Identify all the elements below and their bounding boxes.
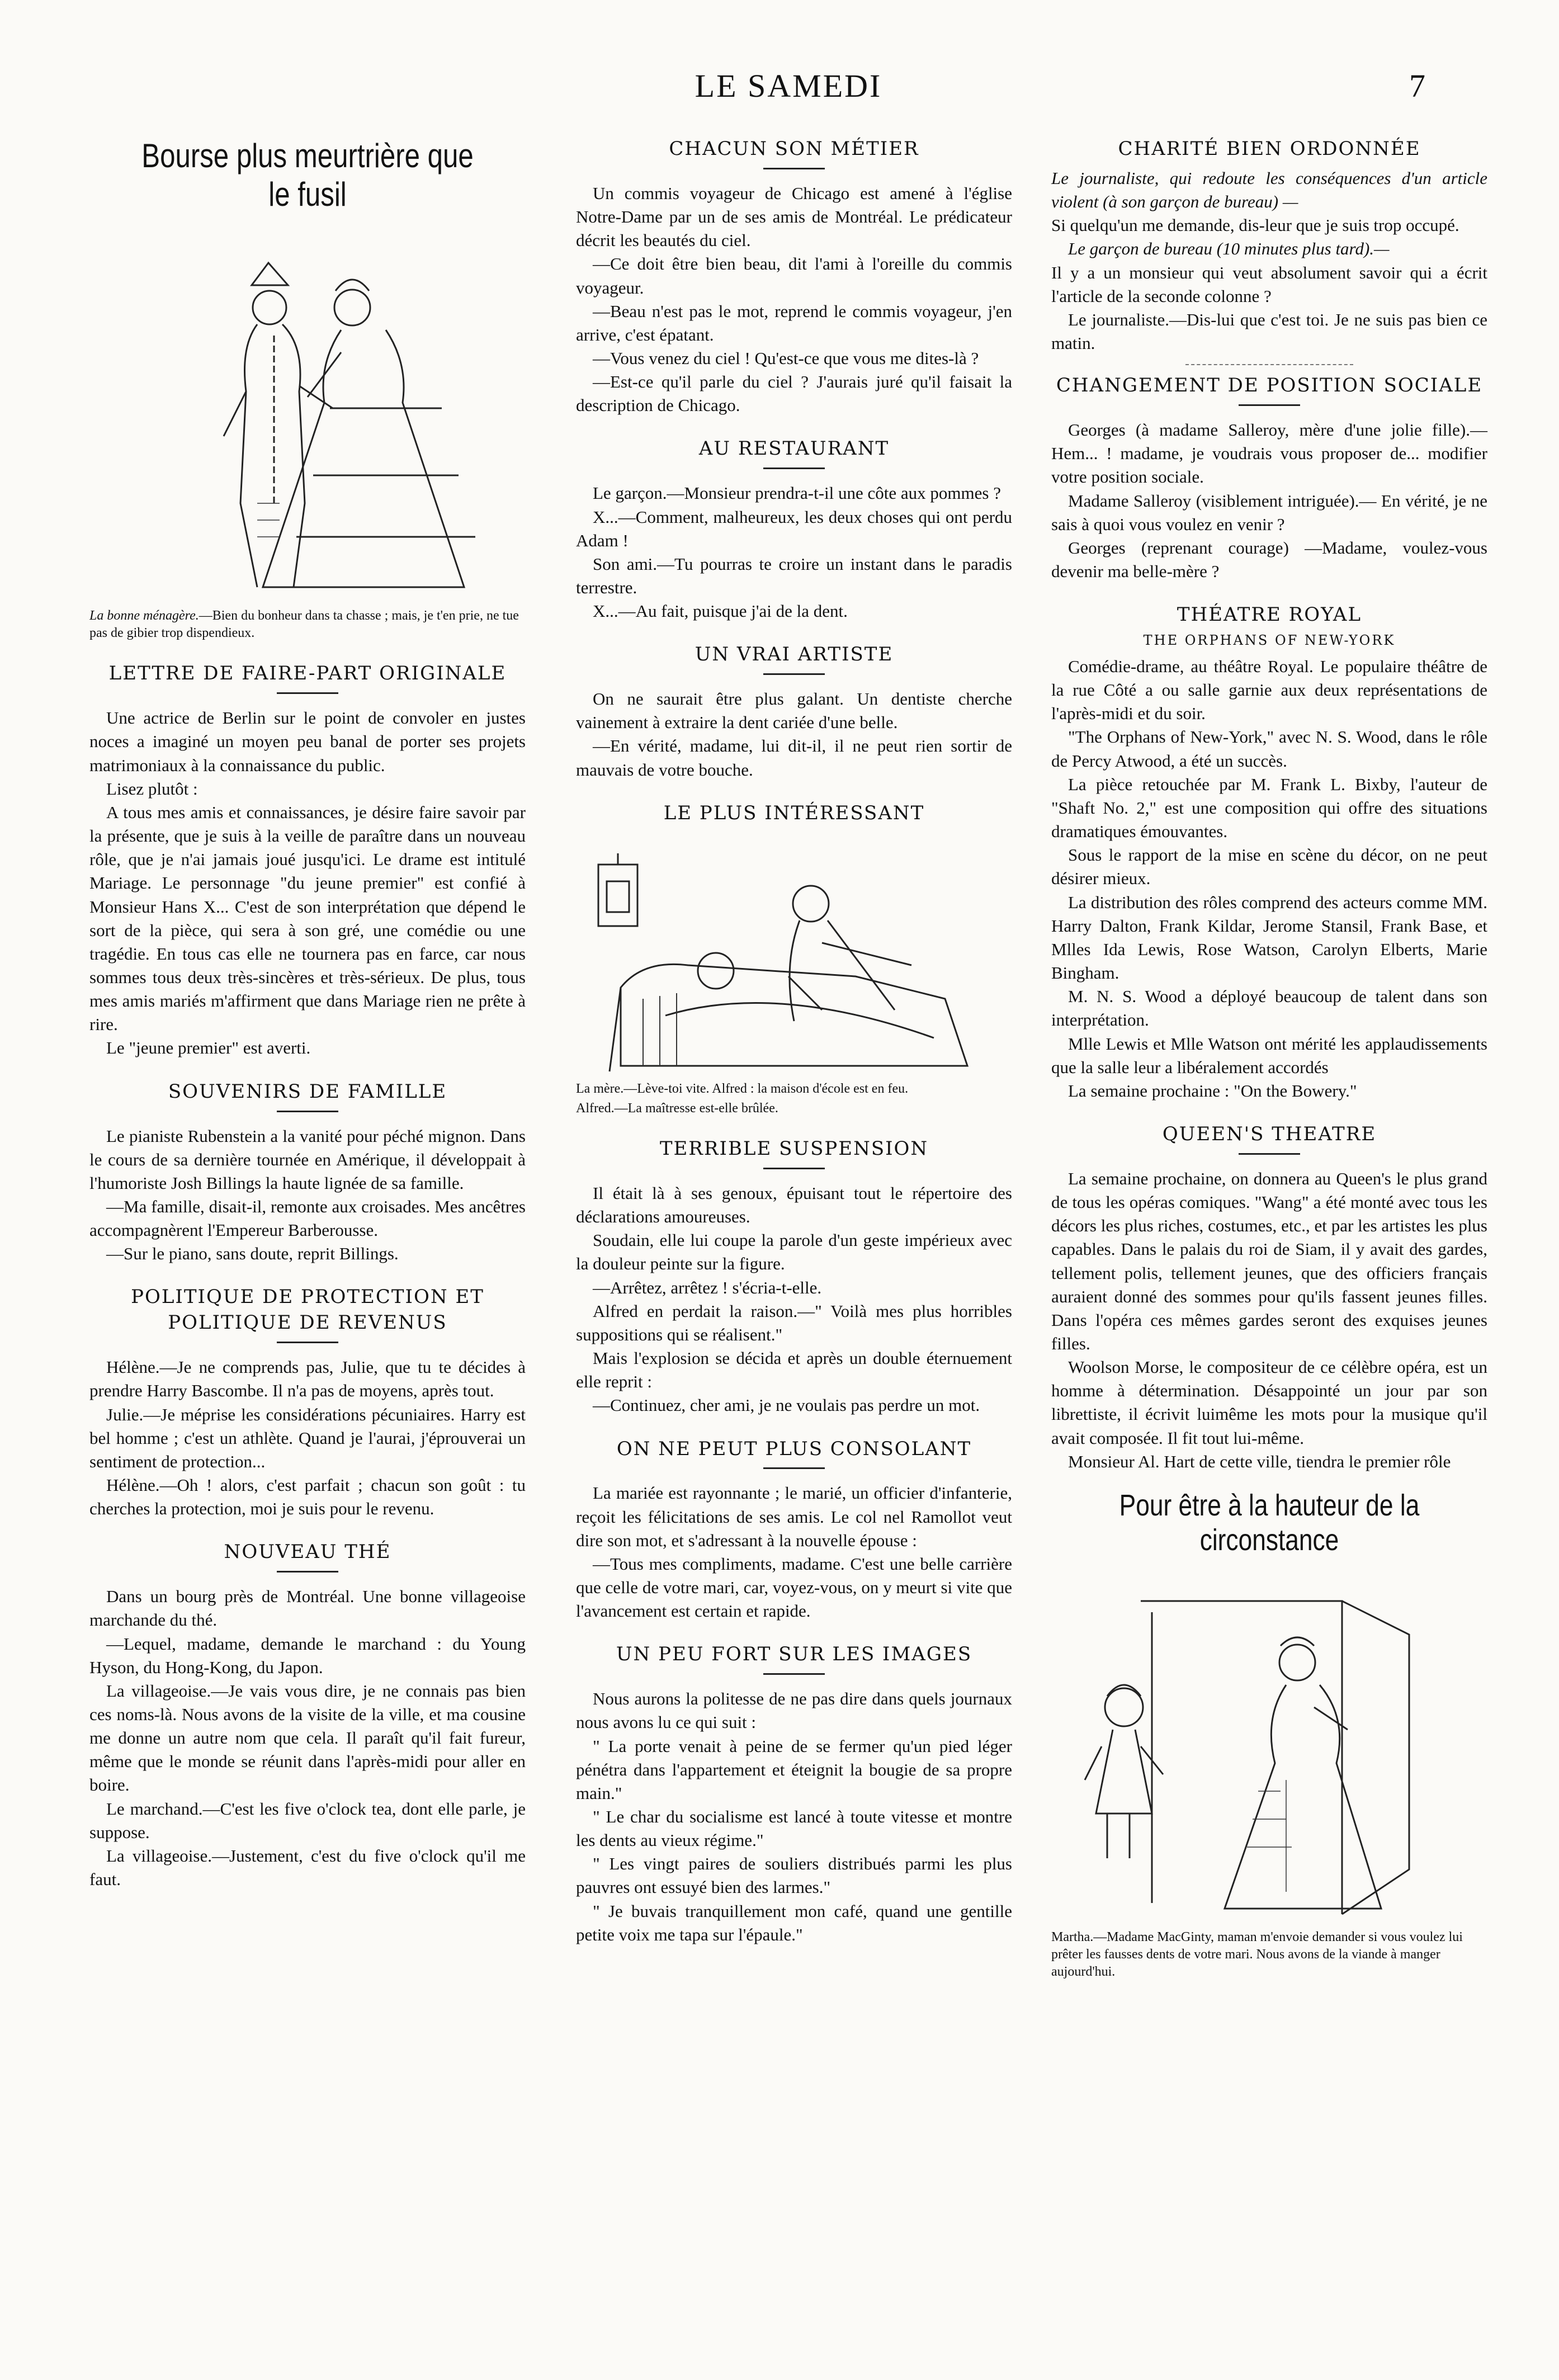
column-right — [1051, 129, 1487, 1993]
column-left — [89, 129, 526, 1891]
divider — [763, 1467, 825, 1469]
heading-hauteur: Pour être à la hauteur de la circonstance — [1119, 1488, 1420, 1557]
paragraph: Le pianiste Rubenstein a la vanité pour péché mignon. Dans le cours de sa dernière tournée en Amérique, il développait à l'humoriste Josh Billings la haute lignée de sa famille. — [89, 1126, 526, 1193]
paragraph: X...—Comment, malheureux, les deux choses qui ont perdu Adam ! — [576, 507, 1012, 550]
paragraph: Il était là à ses genoux, épuisant tout le répertoire des déclarations amoureuses. — [576, 1183, 1012, 1227]
paragraph: Le journaliste.—Dis-lui que c'est toi. Je ne suis pas bien ce matin. — [1051, 309, 1487, 353]
paragraph: Un commis voyageur de Chicago est amené à l'église Notre-Dame par un de ses amis de Montréal. Le prédicateur décrit les beautés du ciel. — [576, 183, 1012, 251]
page-number: 7 — [1409, 68, 1425, 104]
divider — [1239, 1153, 1300, 1155]
paragraph: —En vérité, madame, lui dit-il, il ne peut rien sortir de mauvais de votre bouche. — [576, 736, 1012, 780]
paragraph: Soudain, elle lui coupe la parole d'un geste impérieux avec la douleur peinte sur la figure. — [576, 1230, 1012, 1274]
heading-interessant: LE PLUS INTÉRESSANT — [663, 801, 925, 824]
heading-restaurant: AU RESTAURANT — [698, 437, 890, 460]
heading-charite: CHARITÉ BIEN ORDONNÉE — [1118, 138, 1421, 160]
paragraph: Le garçon de bureau (10 minutes plus tard).— — [1068, 239, 1390, 259]
paragraph: Julie.—Je méprise les considérations pécuniaires. Harry est bel homme ; c'est un athlète. Quand je l'aurai, j'éprouverai un sentiment de protection... — [89, 1404, 526, 1471]
divider — [763, 468, 825, 469]
illustration-girl-and-neighbor — [1051, 1567, 1487, 1925]
paragraph: Le marchand.—C'est les five o'clock tea, dont elle parle, je suppose. — [89, 1798, 526, 1842]
heading-artiste: UN VRAI ARTISTE — [695, 643, 894, 666]
paragraph: Comédie-drame, au théâtre Royal. Le populaire théâtre de la rue Côté a ou salle garnie aux deux représentations de l'après-midi et du soir. — [1051, 657, 1487, 724]
page-header — [0, 0, 1559, 129]
paragraph: —Sur le piano, sans doute, reprit Billings. — [106, 1244, 399, 1264]
paragraph: Georges (reprenant courage) —Madame, voulez-vous devenir ma belle-mère ? — [1051, 537, 1487, 581]
paragraph: Georges (à madame Salleroy, mère d'une jolie fille).—Hem... ! madame, je voudrais vous proposer de... modifier votre position sociale. — [1051, 420, 1487, 487]
paragraph: Il y a un monsieur qui veut absolument savoir qui a écrit l'article de la seconde colonne ? — [1051, 262, 1487, 306]
heading-metier: CHACUN SON MÉTIER — [669, 138, 919, 160]
paragraph: Hélène.—Je ne comprends pas, Julie, que tu te décides à prendre Harry Bascombe. Il n'a pas de moyens, après tout. — [89, 1357, 526, 1401]
paragraph: La mariée est rayonnante ; le marié, un officier d'infanterie, reçoit les félicitations de ses amis. Le col nel Ramollot veut dire son mot, et s'adressant à la nouvelle épouse : — [576, 1483, 1012, 1550]
masthead-title: LE SAMEDI — [695, 68, 882, 104]
heading-queens: QUEEN'S THEATRE — [1162, 1122, 1377, 1145]
paragraph: Monsieur Al. Hart de cette ville, tiendra le premier rôle — [1068, 1451, 1451, 1471]
paragraph: La semaine prochaine : "On the Bowery." — [1068, 1080, 1357, 1101]
paragraph: " La porte venait à peine de se fermer qu'un pied léger pénétra dans l'appartement et éteignit la bougie de sa propre main." — [576, 1736, 1012, 1803]
paragraph: La villageoise.—Je vais vous dire, je ne connais pas bien ces noms-là. Nous avons de la visite de la ville, et ma cousine me donne un autre nom que cela. Il paraît qu'il fait fureur, même que le monde se réunit dans l'après-midi pour aller en boire. — [89, 1680, 526, 1795]
illustration-mother-and-child — [576, 831, 1012, 1077]
divider — [1239, 404, 1300, 406]
caption-hauteur: Martha.—Madame MacGinty, maman m'envoie demander si vous voulez lui prêter les fausses dents de votre mari. Nous avons de la viande à manger aujourd'hui. — [1051, 1929, 1463, 1980]
paragraph: Le garçon.—Monsieur prendra-t-il une côte aux pommes ? — [593, 483, 1001, 503]
paragraph: M. N. S. Wood a déployé beaucoup de talent dans son interprétation. — [1051, 986, 1487, 1030]
paragraph: —Arrêtez, arrêtez ! s'écria-t-elle. — [593, 1277, 822, 1297]
heading-theatre-royal: THÉATRE ROYAL — [1177, 603, 1362, 626]
divider — [763, 1673, 825, 1675]
heading-consolant: ON NE PEUT PLUS CONSOLANT — [616, 1437, 972, 1460]
caption-interessant-1: La mère.—Lève-toi vite. Alfred : la maison d'école est en feu. — [576, 1081, 909, 1096]
divider — [277, 692, 338, 694]
paragraph: Madame Salleroy (visiblement intriguée).— En vérité, je ne sais à quoi vous voulez en venir ? — [1051, 490, 1487, 534]
paragraph: Woolson Morse, le compositeur de ce célèbre opéra, est un homme à détermination. Désappointé un jour par son librettiste, il écrivit luimême les mots pour la musique qu'il avait composée. Il fit tout lui-même. — [1051, 1357, 1487, 1448]
paragraph: Le journaliste, qui redoute les conséquences d'un article violent (à son garçon de bureau) — — [1051, 168, 1487, 212]
paragraph: La distribution des rôles comprend des acteurs comme MM. Harry Dalton, Frank Kildar, Jerome Stansil, Frank Base, et Mlles Ida Lewis, Rose Watson, Carolyn Elberts, Marie Bingham. — [1051, 892, 1487, 983]
paragraph: Hélène.—Oh ! alors, c'est parfait ; chacun son goût : tu cherches la protection, moi je suis pour le revenu. — [89, 1475, 526, 1519]
paragraph: Sous le rapport de la mise en scène du décor, on ne peut désirer mieux. — [1051, 845, 1487, 889]
paragraph: A tous mes amis et connaissances, je désire faire savoir par la présente, que je suis à la veille de paraître dans un nouveau rôle, que je n'ai jamais joué jusqu'ici. Le drame est intitulé Mariage. Le personnage "du jeune premier" est confié à Monsieur Hans X... C'est de son interprétation que dépend le sort de la pièce, qui sera à son gré, une comédie ou une tragédie. En tous cas elle ne tournera pas en farce, car nous sommes tous deux très-sincères et très-sérieux. De plus, tous mes amis mariés m'affirment que dans Mariage rien ne prête à rire. — [89, 802, 526, 1035]
paragraph: —Est-ce qu'il parle du ciel ? J'aurais juré qu'il faisait la description de Chicago. — [576, 372, 1012, 415]
paragraph: —Lequel, madame, demande le marchand : du Young Hyson, du Hong-Kong, du Japon. — [89, 1633, 526, 1677]
paragraph: La pièce retouchée par M. Frank L. Bixby, l'auteur de "Shaft No. 2," est une composition qui offre des situations dramatiques émouvantes. — [1051, 774, 1487, 842]
dashed-divider — [1185, 364, 1353, 365]
paragraph: Mlle Lewis et Mlle Watson ont mérité les applaudissements que la salle leur a libéralement accordés — [1051, 1033, 1487, 1077]
divider — [277, 1342, 338, 1343]
caption-speaker: La bonne ménagère. — [89, 608, 199, 623]
divider — [763, 673, 825, 675]
paragraph: Nous aurons la politesse de ne pas dire dans quels journaux nous avons lu ce qui suit : — [576, 1689, 1012, 1732]
heading-images: UN PEU FORT SUR LES IMAGES — [616, 1643, 972, 1666]
paragraph: "The Orphans of New-York," avec N. S. Wood, dans le rôle de Percy Atwood, a été un succès. — [1051, 727, 1487, 771]
paragraph: Mais l'explosion se décida et après un double éternuement elle reprit : — [576, 1348, 1012, 1392]
paragraph: " Les vingt paires de souliers distribués parmi les plus pauvres ont essuyé bien des larmes." — [576, 1854, 1012, 1897]
paragraph: " Le char du socialisme est lancé à toute vitesse et montre les dents au vieux régime." — [576, 1807, 1012, 1850]
paragraph: —Ma famille, disait-il, remonte aux croisades. Mes ancêtres accompagnèrent l'Empereur Barberousse. — [89, 1196, 526, 1240]
paragraph: Si quelqu'un me demande, dis-leur que je suis trop occupé. — [1051, 215, 1459, 235]
paragraph: —Beau n'est pas le mot, reprend le commis voyageur, j'en arrive, c'est épatant. — [576, 301, 1012, 344]
paragraph: " Je buvais tranquillement mon café, quand une gentille petite voix me tapa sur l'épaule." — [576, 1901, 1012, 1944]
paragraph: X...—Au fait, puisque j'ai de la dent. — [593, 601, 848, 621]
paragraph: —Continuez, cher ami, je ne voulais pas perdre un mot. — [593, 1395, 980, 1415]
caption-interessant-2: Alfred.—La maîtresse est-elle brûlée. — [576, 1101, 778, 1116]
paragraph: —Tous mes compliments, madame. C'est une belle carrière que celle de votre mari, car, voyez-vous, on y meurt si vite que l'avancement est certain et rapide. — [576, 1553, 1012, 1621]
heading-suspension: TERRIBLE SUSPENSION — [659, 1137, 929, 1160]
divider — [763, 1168, 825, 1169]
paragraph: Son ami.—Tu pourras te croire un instant dans le paradis terrestre. — [576, 554, 1012, 597]
paragraph: Le "jeune premier" est averti. — [106, 1038, 311, 1058]
paragraph: Alfred en perdait la raison.—" Voilà mes plus horribles suppositions qui se réalisent." — [576, 1301, 1012, 1344]
paragraph: —Ce doit être bien beau, dit l'ami à l'oreille du commis voyageur. — [576, 254, 1012, 298]
paragraph: Dans un bourg près de Montréal. Une bonne villageoise marchande du thé. — [89, 1586, 526, 1630]
column-middle — [576, 129, 1012, 1947]
heading-lettre: LETTRE DE FAIRE-PART ORIGINALE — [108, 662, 507, 685]
heading-position: CHANGEMENT DE POSITION SOCIALE — [1056, 374, 1483, 397]
heading-politique: POLITIQUE DE PROTECTION ET POLITIQUE DE REVENUS — [131, 1286, 484, 1334]
heading-the: NOUVEAU THÉ — [224, 1541, 391, 1564]
caption-bourse — [89, 607, 526, 642]
paragraph: —Vous venez du ciel ! Qu'est-ce que vous me dites-là ? — [593, 348, 979, 368]
caption-text: —Bien du bonheur dans ta chasse ; mais, je t'en prie, ne tue pas de gibier trop dispendieux. — [89, 608, 519, 641]
subheading-orphans: THE ORPHANS OF NEW-YORK — [1143, 632, 1396, 649]
heading-bourse: Bourse plus meurtrière que le fusil — [141, 137, 474, 213]
paragraph: Une actrice de Berlin sur le point de convoler en justes noces a imaginé un moyen peu banal de porter ses projets matrimoniaux à la connaissance du public. — [89, 708, 526, 775]
paragraph: La semaine prochaine, on donnera au Queen's le plus grand de tous les opéras comiques. "Wang" a été monté avec tous les décors les plus riches, costumes, etc., et par les artistes les plus capables. Dans le palais du roi de Siam, il y avait des gardes, tellement polis, tellement jeunes, que des officiers français auraient donné des sommes pour qu'ils fassent jeunes filles. Dans l'opéra ces mêmes gardes seront des exquises jeunes filles. — [1051, 1168, 1487, 1353]
paragraph: On ne saurait être plus galant. Un dentiste cherche vainement à extraire la dent cariée d'une belle. — [576, 689, 1012, 733]
divider — [277, 1571, 338, 1572]
paragraph: La villageoise.—Justement, c'est du five o'clock qu'il me faut. — [89, 1845, 526, 1890]
illustration-hunter-and-wife — [89, 224, 526, 604]
divider — [763, 168, 825, 169]
paragraph: Lisez plutôt : — [106, 778, 198, 799]
heading-souvenirs: SOUVENIRS DE FAMILLE — [168, 1080, 447, 1103]
divider — [277, 1111, 338, 1112]
